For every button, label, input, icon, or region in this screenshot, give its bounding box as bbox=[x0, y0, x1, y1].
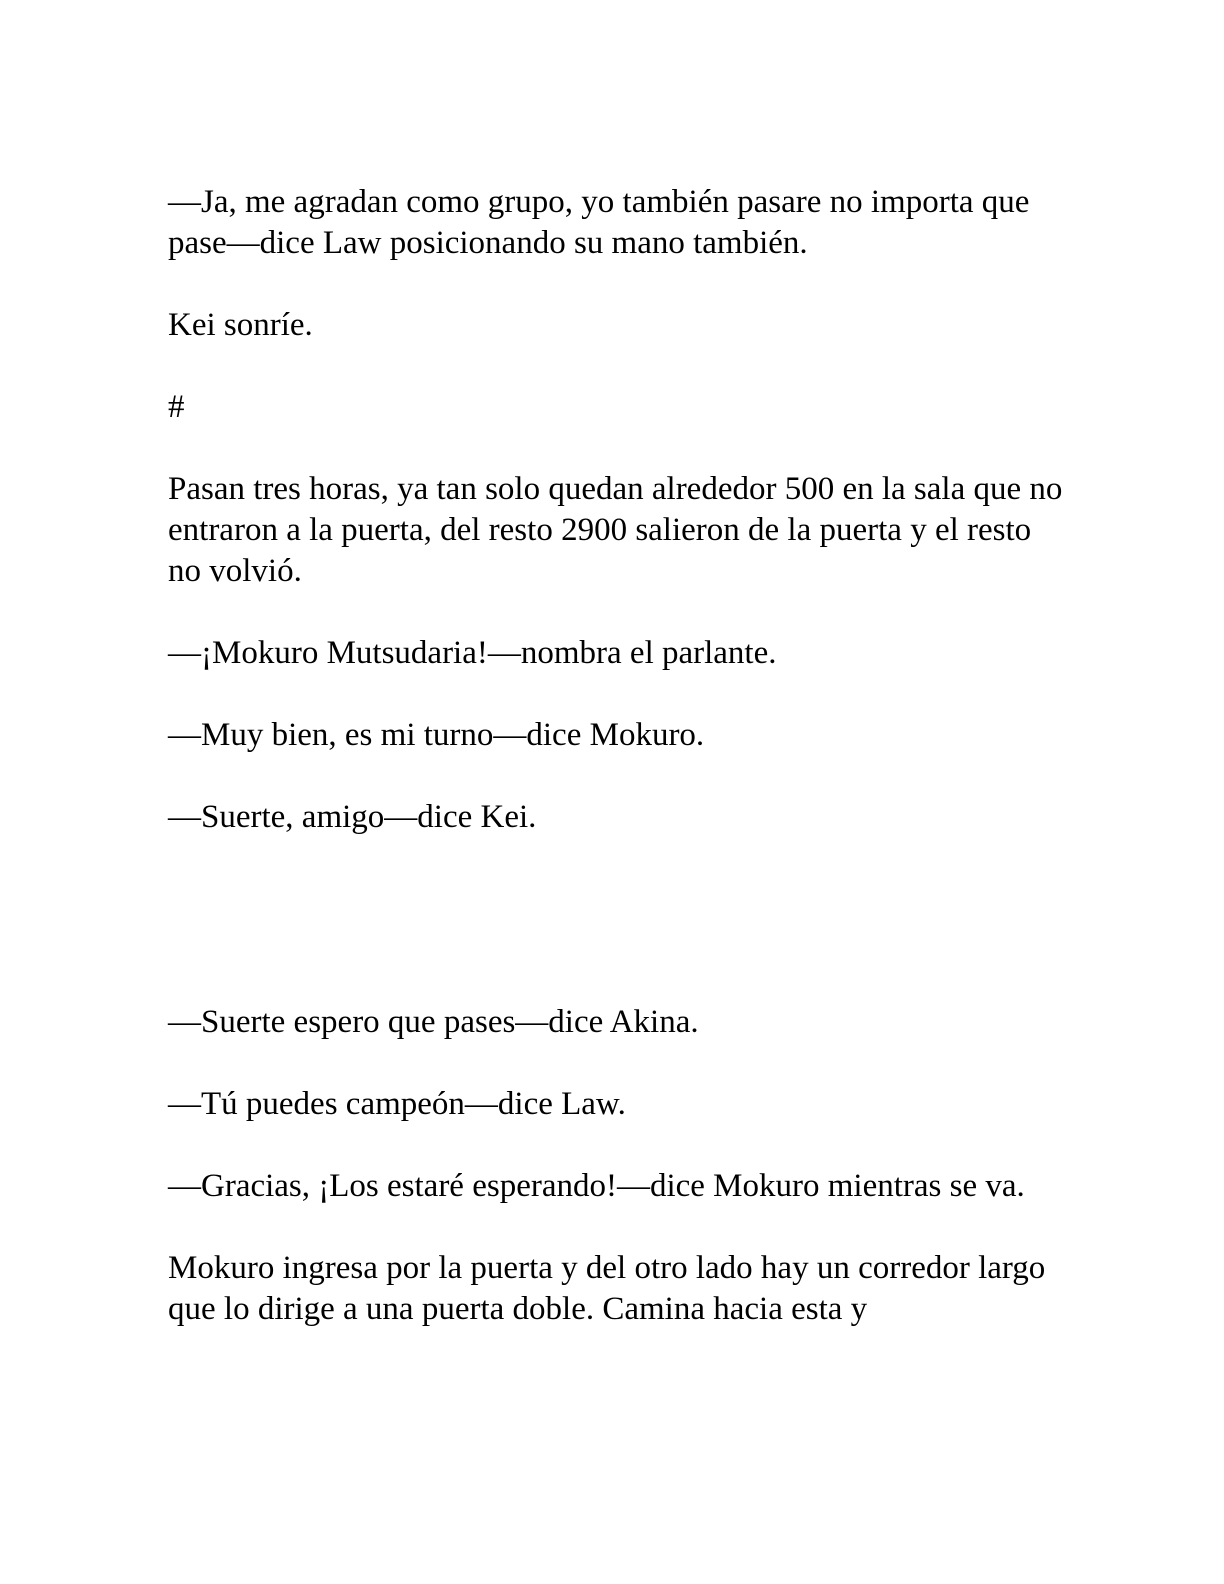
scene-break: # bbox=[168, 389, 185, 425]
paragraph: —Gracias, ¡Los estaré esperando!—dice Mokuro mientras se va. bbox=[168, 1168, 1025, 1204]
paragraph: Pasan tres horas, ya tan solo quedan alrededor 500 en la sala que no entraron a la puerta, del resto 2900 salieron de la puerta y el resto no volvió. bbox=[168, 471, 1063, 589]
document-page bbox=[168, 182, 1068, 1371]
paragraph: —Suerte espero que pases—dice Akina. bbox=[168, 1004, 699, 1040]
paragraph: —¡Mokuro Mutsudaria!—nombra el parlante. bbox=[168, 635, 777, 671]
paragraph: —Suerte, amigo—dice Kei. bbox=[168, 799, 537, 835]
blank-space bbox=[168, 879, 1068, 1002]
paragraph: —Tú puedes campeón—dice Law. bbox=[168, 1086, 626, 1122]
paragraph: —Muy bien, es mi turno—dice Mokuro. bbox=[168, 717, 705, 753]
paragraph: —Ja, me agradan como grupo, yo también pasare no importa que pase—dice Law posicionando su mano también. bbox=[168, 184, 1030, 261]
paragraph: Mokuro ingresa por la puerta y del otro lado hay un corredor largo que lo dirige a una puerta doble. Camina hacia esta y bbox=[168, 1250, 1046, 1327]
paragraph: Kei sonríe. bbox=[168, 307, 313, 343]
